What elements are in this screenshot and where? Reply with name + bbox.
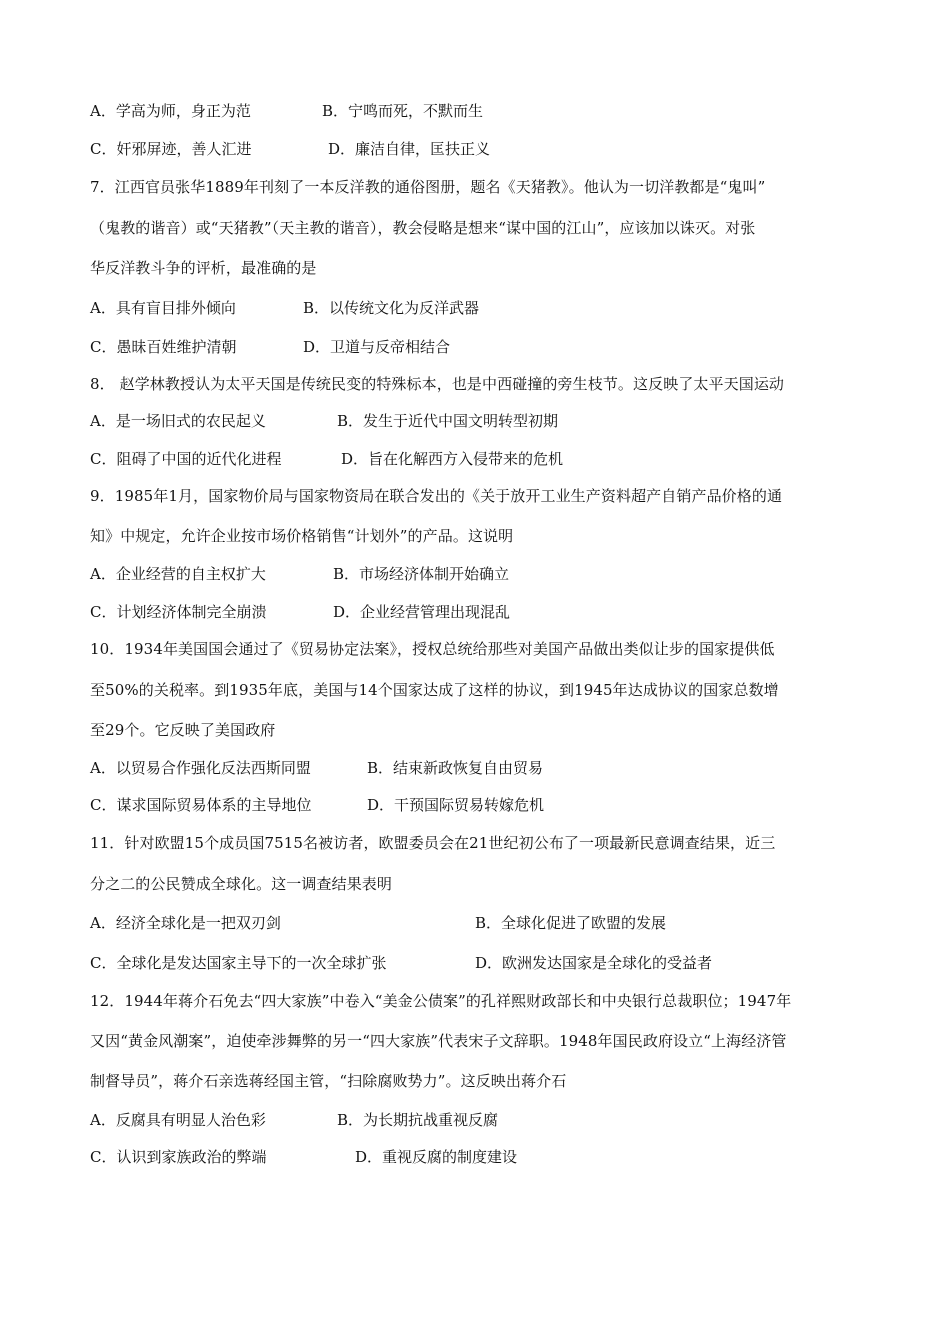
q12-option-b: B．为长期抗战重视反腐 — [337, 1111, 499, 1129]
q9-stem-line-1: 9．1985年1月，国家物价局与国家物资局在联合发出的《关于放开工业生产资料超产自销产品价格的通 — [90, 487, 783, 505]
q12-option-d: D．重视反腐的制度建设 — [355, 1148, 518, 1166]
q12-option-c: C．认识到家族政治的弊端 — [90, 1148, 267, 1166]
q9-stem-line-2: 知》中规定，允许企业按市场价格销售“计划外”的产品。这说明 — [90, 527, 514, 545]
q6-option-c: C．奸邪屏迹，善人汇进 — [90, 140, 252, 158]
q11-stem-line-2: 分之二的公民赞成全球化。这一调查结果表明 — [90, 875, 393, 893]
q11-stem-line-1: 11．针对欧盟15个成员国7515名被访者，欧盟委员会在21世纪初公布了一项最新民意调查结果，近三 — [90, 834, 776, 852]
q10-stem-line-3: 至29个。它反映了美国政府 — [90, 721, 276, 739]
q7-option-d: D．卫道与反帝相结合 — [303, 338, 451, 356]
q10-stem-line-1: 10．1934年美国国会通过了《贸易协定法案》，授权总统给那些对美国产品做出类似让步的国家提供低 — [90, 640, 775, 658]
q7-stem-line-2: （鬼教的谐音）或“天猪教”（天主教的谐音），教会侵略是想来“谋中国的江山”，应该加以诛灭。对张 — [90, 219, 756, 237]
q11-option-a: A．经济全球化是一把双刃剑 — [90, 914, 281, 932]
q9-option-a: A．企业经营的自主权扩大 — [90, 565, 266, 583]
q10-stem-line-2: 至50%的关税率。到1935年底，美国与14个国家达成了这样的协议，到1945年达成协议的国家总数增 — [90, 681, 779, 699]
q8-option-a: A．是一场旧式的农民起义 — [90, 412, 266, 430]
q6-option-a: A．学高为师，身正为范 — [90, 102, 251, 120]
q6-option-b: B．宁鸣而死，不默而生 — [322, 102, 484, 120]
q8-stem-line-1: 8． 赵学林教授认为太平天国是传统民变的特殊标本，也是中西碰撞的旁生枝节。这反映了太平天国运动 — [90, 375, 785, 393]
q12-stem-line-1: 12．1944年蒋介石免去“四大家族”中卷入“美金公债案”的孔祥熙财政部长和中央银行总裁职位；1947年 — [90, 992, 792, 1010]
q8-option-c: C．阻碍了中国的近代化进程 — [90, 450, 282, 468]
q10-option-c: C．谋求国际贸易体系的主导地位 — [90, 796, 312, 814]
q7-stem-line-1: 7．江西官员张华1889年刊刻了一本反洋教的通俗图册，题名《天猪教》。他认为一切洋教都是“鬼叫” — [90, 178, 766, 196]
q12-stem-line-3: 制督导员”，蒋介石亲选蒋经国主管，“扫除腐败势力”。这反映出蒋介石 — [90, 1072, 567, 1090]
q7-option-c: C．愚昧百姓维护清朝 — [90, 338, 237, 356]
q7-option-b: B．以传统文化为反洋武器 — [303, 299, 480, 317]
q10-option-a: A．以贸易合作强化反法西斯同盟 — [90, 759, 311, 777]
q10-option-d: D．干预国际贸易转嫁危机 — [367, 796, 545, 814]
q7-option-a: A．具有盲目排外倾向 — [90, 299, 236, 317]
q6-option-d: D．廉洁自律，匡扶正义 — [328, 140, 491, 158]
q11-option-d: D．欧洲发达国家是全球化的受益者 — [475, 954, 713, 972]
q9-option-c: C．计划经济体制完全崩溃 — [90, 603, 267, 621]
q12-option-a: A．反腐具有明显人治色彩 — [90, 1111, 266, 1129]
q9-option-b: B．市场经济体制开始确立 — [333, 565, 510, 583]
q8-option-d: D．旨在化解西方入侵带来的危机 — [341, 450, 564, 468]
q12-stem-line-2: 又因“黄金风潮案”，迫使牵涉舞弊的另一“四大家族”代表宋子文辞职。1948年国民政府设立“上海经济管 — [90, 1032, 787, 1050]
q11-option-b: B．全球化促进了欧盟的发展 — [475, 914, 667, 932]
q8-option-b: B．发生于近代中国文明转型初期 — [337, 412, 559, 430]
q10-option-b: B．结束新政恢复自由贸易 — [367, 759, 544, 777]
q11-option-c: C．全球化是发达国家主导下的一次全球扩张 — [90, 954, 387, 972]
q9-option-d: D．企业经营管理出现混乱 — [333, 603, 511, 621]
q7-stem-line-3: 华反洋教斗争的评析，最准确的是 — [90, 259, 317, 277]
